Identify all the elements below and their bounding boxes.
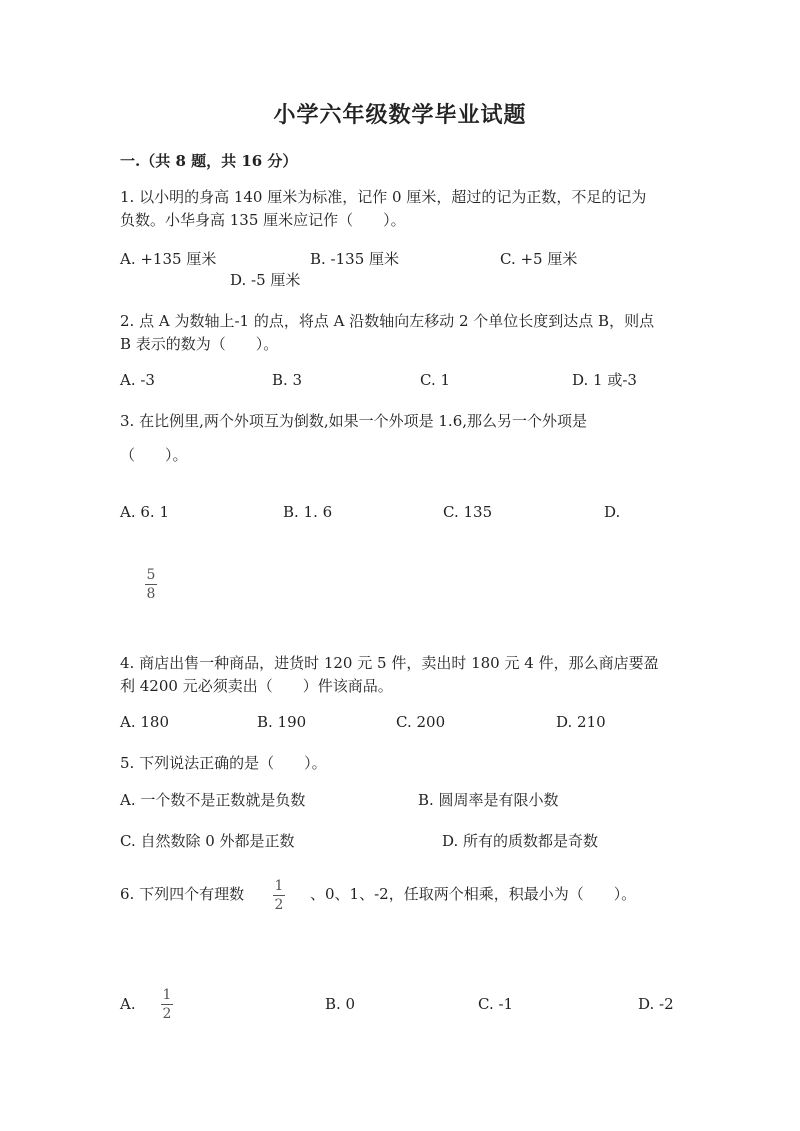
q6-option-c: C. -1 bbox=[478, 995, 514, 1013]
question-5 bbox=[120, 752, 680, 775]
section-heading: 一.（共 8 题，共 16 分） bbox=[120, 152, 298, 170]
q6-option-a: A. bbox=[120, 995, 136, 1013]
q4-option-b: B. 190 bbox=[257, 713, 307, 731]
q3-option-b: B. 1. 6 bbox=[283, 503, 333, 521]
q4-option-d: D. 210 bbox=[556, 713, 606, 731]
q2-option-a: A. -3 bbox=[120, 371, 155, 389]
fraction-numerator: 1 bbox=[162, 987, 172, 1003]
question-1-line-1: 1. 以小明的身高 140 厘米为标准，记作 0 厘米，超过的记为正数，不足的记为 bbox=[120, 188, 647, 206]
q6-option-b: B. 0 bbox=[325, 995, 356, 1013]
question-6-line-1-part-b: 、0、1、-2，任取两个相乘，积最小为（ ）。 bbox=[310, 885, 637, 903]
fraction-bar bbox=[161, 1004, 173, 1005]
q1-option-a: A. +135 厘米 bbox=[120, 250, 217, 268]
q6-option-d: D. -2 bbox=[638, 995, 674, 1013]
fraction-bar bbox=[273, 895, 285, 896]
q4-option-a: A. 180 bbox=[120, 713, 169, 731]
q6-option-a-fraction bbox=[161, 988, 173, 1021]
question-1-line-2: 负数。小华身高 135 厘米应记作（ ）。 bbox=[120, 211, 406, 229]
q4-option-c: C. 200 bbox=[396, 713, 446, 731]
q1-option-d: D. -5 厘米 bbox=[230, 271, 301, 289]
fraction-numerator: 1 bbox=[274, 878, 284, 894]
q2-option-c: C. 1 bbox=[420, 371, 451, 389]
q5-option-c: C. 自然数除 0 外都是正数 bbox=[120, 832, 295, 850]
q1-option-c: C. +5 厘米 bbox=[500, 250, 578, 268]
question-4-line-1: 4. 商店出售一种商品，进货时 120 元 5 件，卖出时 180 元 4 件，那么商店要盈 bbox=[120, 654, 659, 672]
q6-stem-fraction bbox=[273, 879, 285, 912]
question-2 bbox=[120, 310, 680, 356]
q3-option-d: D. bbox=[604, 503, 621, 521]
q3-option-c: C. 135 bbox=[443, 503, 493, 521]
question-3-line-2: （ ）。 bbox=[120, 446, 188, 464]
question-4 bbox=[120, 652, 680, 698]
q3-option-d-fraction bbox=[145, 568, 157, 601]
q5-option-a: A. 一个数不是正数就是负数 bbox=[120, 791, 306, 809]
question-2-line-1: 2. 点 A 为数轴上-1 的点，将点 A 沿数轴向左移动 2 个单位长度到达点 B，则点 bbox=[120, 312, 655, 330]
question-6-line-1-part-a: 6. 下列四个有理数 bbox=[120, 885, 245, 903]
q1-option-b: B. -135 厘米 bbox=[310, 250, 400, 268]
question-4-line-2: 利 4200 元必须卖出（ ）件该商品。 bbox=[120, 677, 393, 695]
page-title: 小学六年级数学毕业试题 bbox=[273, 102, 527, 128]
q5-option-b: B. 圆周率是有限小数 bbox=[418, 791, 559, 809]
question-1 bbox=[120, 186, 680, 232]
q3-option-a: A. 6. 1 bbox=[120, 503, 169, 521]
fraction-bar bbox=[145, 584, 157, 585]
question-5-line-1: 5. 下列说法正确的是（ ）。 bbox=[120, 754, 327, 772]
fraction-numerator: 5 bbox=[146, 567, 156, 583]
question-3 bbox=[120, 410, 680, 433]
fraction-denominator: 2 bbox=[274, 897, 284, 913]
question-3-line-1: 3. 在比例里,两个外项互为倒数,如果一个外项是 1.6,那么另一个外项是 bbox=[120, 412, 588, 430]
question-2-line-2: B 表示的数为（ ）。 bbox=[120, 335, 279, 353]
fraction-denominator: 8 bbox=[146, 586, 156, 602]
fraction-denominator: 2 bbox=[162, 1006, 172, 1022]
q5-option-d: D. 所有的质数都是奇数 bbox=[442, 832, 599, 850]
q2-option-b: B. 3 bbox=[272, 371, 303, 389]
q2-option-d: D. 1 或-3 bbox=[572, 371, 637, 389]
